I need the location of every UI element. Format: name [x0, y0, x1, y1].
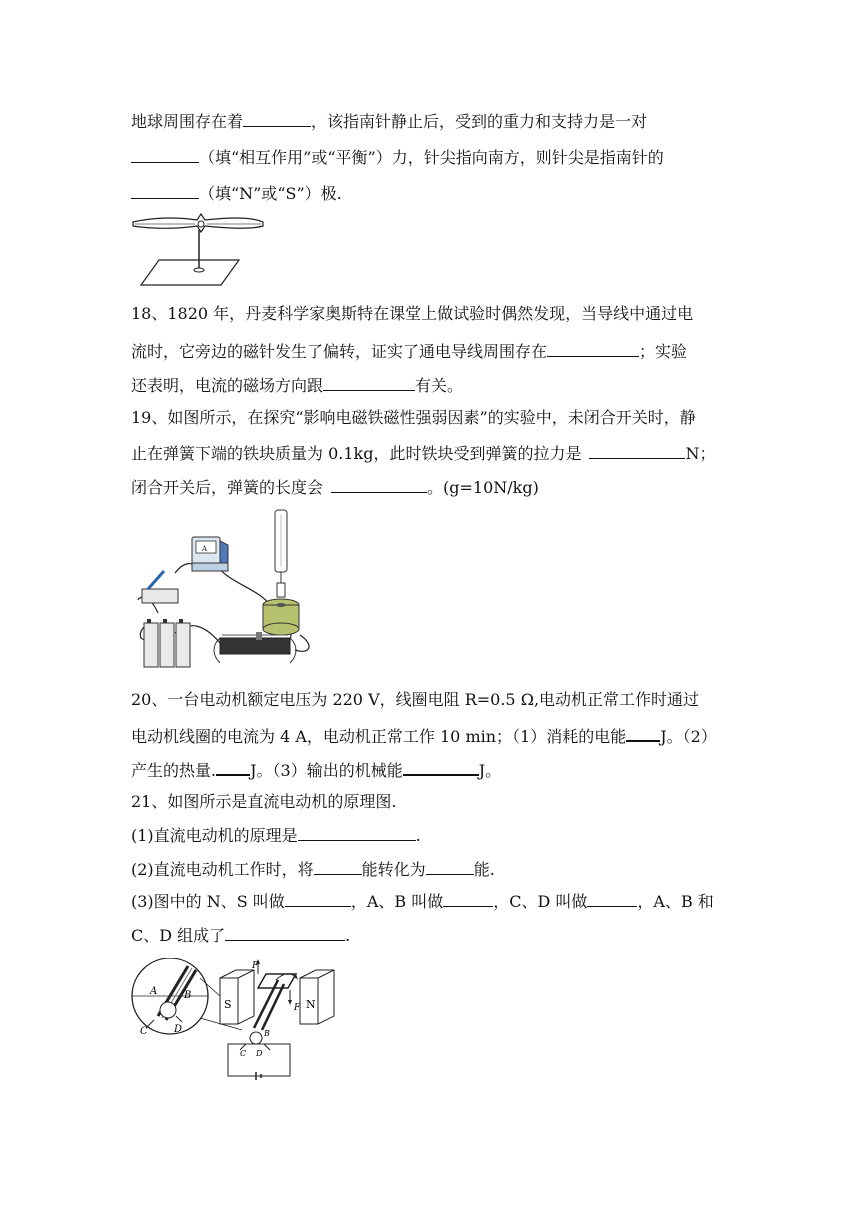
answer-blank[interactable] [298, 822, 416, 841]
q20-line-1: 20、一台电动机额定电压为 220 V，线圈电阻 R=0.5 Ω,电动机正常工作时通过 [131, 690, 700, 709]
answer-blank[interactable] [331, 474, 427, 493]
label-D: D [174, 1024, 183, 1035]
q20-line-2: 电动机线圈的电流为 4 A，电动机正常工作 10 min；（1）消耗的电能 J。（2） [131, 722, 717, 749]
q21-line-4: (3)图中的 N、S 叫做 ，A、B 叫做 ，C、D 叫做 ，A、B 和 [131, 888, 714, 914]
label-C-motor: C [240, 1049, 247, 1058]
q20-line-3: 产生的热量. J。（3）输出的机械能 J。 [131, 756, 501, 783]
q18-line-3: 还表明，电流的磁场方向跟 有关。 [131, 372, 463, 398]
q21-line-5: C、D 组成了 . [131, 922, 350, 948]
answer-blank[interactable] [323, 372, 415, 391]
answer-blank[interactable] [314, 856, 362, 875]
answer-blank[interactable] [403, 756, 479, 776]
q17-line-2: （填“相互作用”或“平衡”）力，针尖指向南方，则针尖是指南针的 [131, 144, 664, 170]
answer-blank[interactable] [547, 338, 639, 357]
dc-motor-figure [128, 958, 338, 1083]
magnet-N-label: N [306, 998, 316, 1011]
answer-blank[interactable] [626, 722, 660, 742]
q21-line-2: (1)直流电动机的原理是 . [131, 822, 421, 848]
answer-blank[interactable] [426, 856, 474, 875]
label-B: B [184, 990, 192, 1001]
q17-line-3: （填“N”或“S”）极. [131, 180, 342, 206]
answer-blank[interactable] [587, 888, 637, 907]
q19-line-1: 19、如图所示，在探究“影响电磁铁磁性强弱因素”的实验中，未闭合开关时，静 [131, 408, 696, 427]
answer-blank[interactable] [589, 440, 685, 459]
q21-line-1: 21、如图所示是直流电动机的原理图. [131, 792, 397, 811]
answer-blank[interactable] [285, 888, 351, 907]
q19-line-3: 闭合开关后，弹簧的长度会 。(g=10N/kg) [131, 474, 539, 500]
force-F-top: F [252, 961, 259, 971]
answer-blank[interactable] [216, 756, 250, 776]
ammeter-label: A [202, 545, 208, 553]
answer-blank[interactable] [443, 888, 493, 907]
q19-line-2: 止在弹簧下端的铁块质量为 0.1kg，此时铁块受到弹簧的拉力是 N； [131, 440, 716, 466]
label-A: A [150, 986, 158, 997]
compass-needle-figure [129, 210, 267, 290]
q21-line-3: (2)直流电动机工作时，将 能转化为 能. [131, 856, 495, 882]
label-D-motor: D [256, 1049, 263, 1058]
force-F-bottom: F [294, 1003, 301, 1013]
label-B-motor: B [264, 1029, 270, 1038]
q18-line-2: 流时，它旁边的磁针发生了偏转，证实了通电导线周围存在 ；实验 [131, 338, 687, 364]
electromagnet-circuit-figure [130, 505, 330, 673]
answer-blank[interactable] [131, 180, 199, 199]
q18-line-1: 18、1820 年，丹麦科学家奥斯特在课堂上做试验时偶然发现，当导线中通过电 [131, 304, 694, 323]
answer-blank[interactable] [131, 144, 199, 163]
q17-line-1: 地球周围存在着 ，该指南针静止后，受到的重力和支持力是一对 [131, 108, 647, 134]
answer-blank[interactable] [225, 922, 345, 941]
answer-blank[interactable] [243, 108, 311, 127]
magnet-S-label: S [224, 998, 232, 1011]
label-C: C [140, 1026, 148, 1037]
